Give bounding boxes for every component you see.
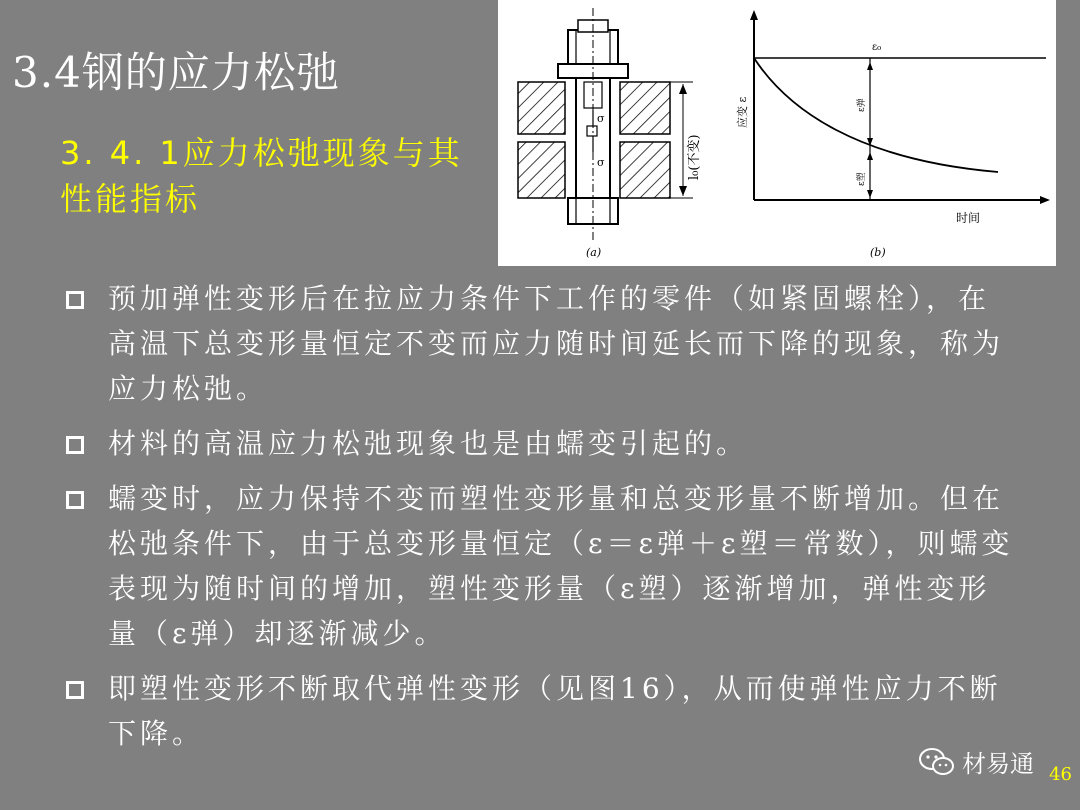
square-bullet-icon bbox=[66, 436, 84, 454]
bullet-item bbox=[60, 421, 1020, 466]
wechat-icon bbox=[918, 747, 956, 777]
strain-time-graph bbox=[750, 10, 1050, 204]
square-bullet-icon bbox=[66, 491, 84, 509]
figure-a-label: (a) bbox=[586, 246, 602, 259]
epsilon-elastic-label: ε弹 bbox=[857, 98, 867, 112]
bullet-text: 材料的高温应力松弛现象也是由蠕变引起的。 bbox=[108, 427, 749, 460]
section-subtitle: 3. 4. 1应力松弛现象与其性能指标 bbox=[60, 134, 463, 218]
stress-relaxation-figure bbox=[498, 0, 1056, 266]
figure-b-label: (b) bbox=[870, 246, 886, 259]
y-axis-label: 应变 ε bbox=[736, 96, 749, 128]
bullet-item bbox=[60, 276, 1020, 411]
x-axis-label: 时间 bbox=[956, 211, 981, 225]
epsilon0-label: ε₀ bbox=[872, 42, 882, 53]
bullet-item bbox=[60, 476, 1020, 656]
sigma-label-bottom: σ bbox=[597, 156, 605, 169]
page-number: 46 bbox=[1049, 764, 1072, 785]
square-bullet-icon bbox=[66, 681, 84, 699]
slide-title: 3.4钢的应力松弛 bbox=[12, 48, 340, 97]
bullet-item bbox=[60, 666, 1020, 756]
epsilon-plastic-label: ε塑 bbox=[857, 172, 867, 186]
brand-name: 材易通 bbox=[962, 750, 1034, 778]
bullet-text: 预加弹性变形后在拉应力条件下工作的零件（如紧固螺栓），在高温下总变形量恒定不变而应力随时间延长而下降的现象，称为应力松弛。 bbox=[108, 282, 1005, 405]
square-bullet-icon bbox=[66, 291, 84, 309]
sigma-label-top: σ bbox=[597, 112, 605, 125]
bullet-text: 蠕变时，应力保持不变而塑性变形量和总变形量不断增加。但在松弛条件下，由于总变形量恒定（ε＝ε弹＋ε塑＝常数），则蠕变表现为随时间的增加，塑性变形量（ε塑）逐渐增加，弹性变形量（ε弹）却逐渐减少。 bbox=[108, 482, 1014, 650]
bolt-diagram bbox=[518, 8, 693, 240]
brand-watermark bbox=[918, 744, 1034, 779]
bullet-list bbox=[60, 276, 1020, 766]
bullet-text: 即塑性变形不断取代弹性变形（见图16），从而使弹性应力不断下降。 bbox=[108, 672, 1002, 750]
l0-dimension-label: l₀(不变) bbox=[687, 134, 702, 180]
